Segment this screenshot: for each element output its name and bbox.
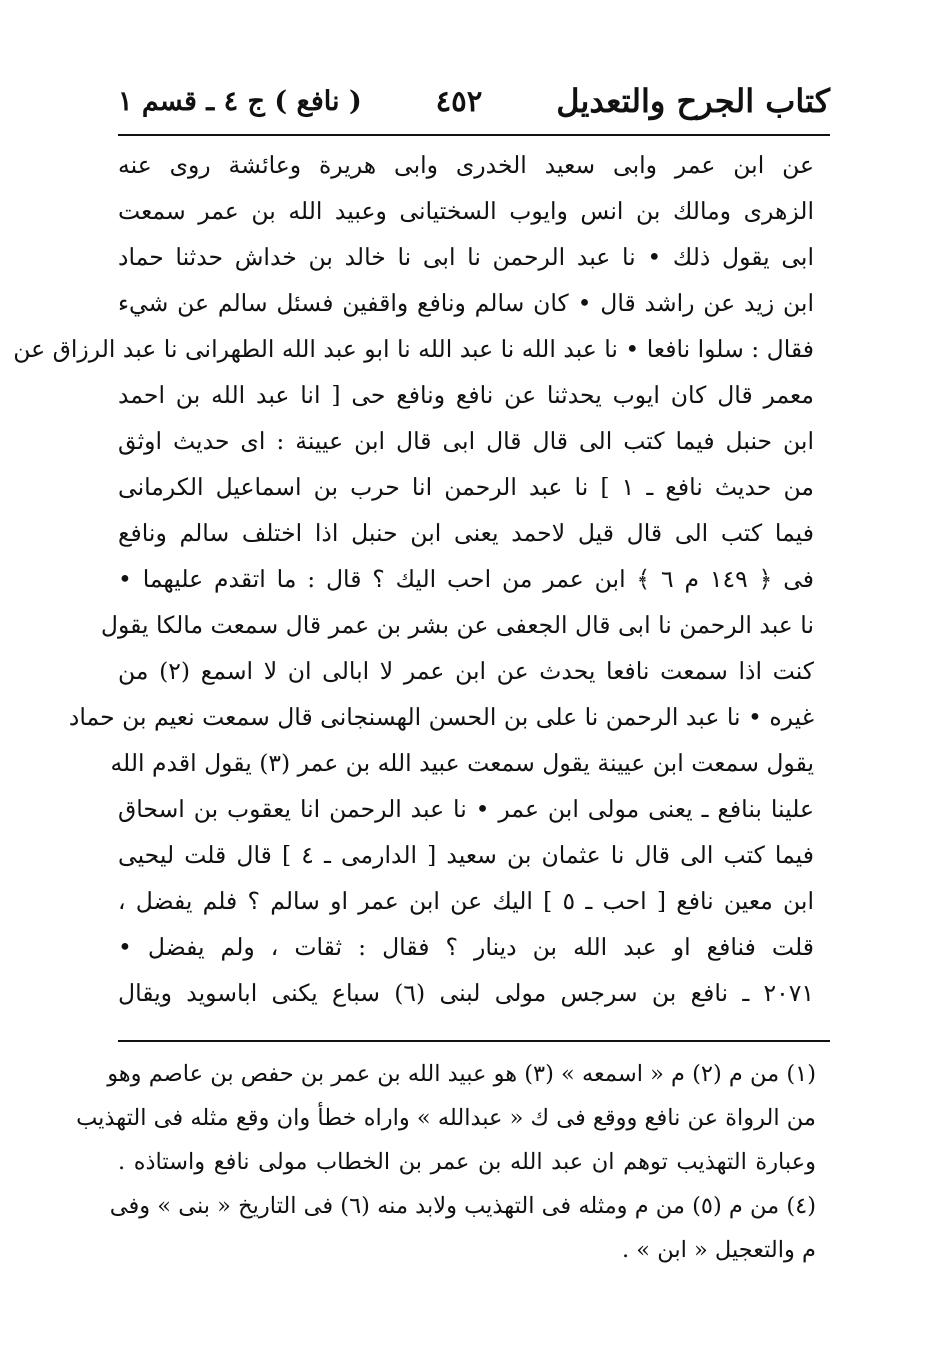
text-line: عن ابن عمر وابى سعيد الخدرى وابى هريرة وعائشة روى عنه [118, 151, 814, 179]
text-line: يقول سمعت ابن عيينة يقول سمعت عبيد الله بن عمر (٣) يقول اقدم الله [110, 749, 814, 777]
text-line: قلت فنافع او عبد الله بن دينار ؟ فقال : ثقات ، ولم يفضل • [118, 933, 814, 961]
footnote-line: وعبارة التهذيب توهم ان عبد الله بن عمر بن الخطاب مولى نافع واستاذه . [118, 1149, 816, 1175]
running-header [118, 76, 830, 126]
text-line: فيما كتب الى قال نا عثمان بن سعيد [ الدارمى ـ ٤ ] قال قلت ليحيى [118, 841, 814, 869]
footnote-divider [118, 1040, 830, 1042]
header-divider [118, 134, 830, 136]
text-line: كنت اذا سمعت نافعا يحدث عن ابن عمر لا ابالى ان لا اسمع (٢) من [118, 657, 814, 685]
text-line: ابن زيد عن راشد قال • كان سالم ونافع واقفين فسئل سالم عن شيء [118, 289, 814, 317]
section-label: ( نافع ) ج ٤ ـ قسم ١ [118, 85, 362, 117]
text-line: غيره • نا عبد الرحمن نا على بن الحسن الهسنجانى قال سمعت نعيم بن حماد [68, 703, 814, 731]
text-line: ابن حنبل فيما كتب الى قال قال ابى قال ابن عيينة : اى حديث اوثق [118, 427, 814, 455]
footnote-line: (٤) من م (٥) من م ومثله فى التهذيب ولابد منه (٦) فى التاريخ « بنى » وفى [109, 1193, 816, 1219]
text-line: ابى يقول ذلك • نا عبد الرحمن نا ابى نا خالد بن خداش حدثنا حماد [118, 243, 814, 271]
text-line: الزهرى ومالك بن انس وايوب السختيانى وعبيد الله بن عمر سمعت [118, 197, 814, 225]
text-line: معمر قال كان ايوب يحدثنا عن نافع ونافع حى [ انا عبد الله بن احمد [118, 381, 814, 409]
text-line: فيما كتب الى قال قيل لاحمد يعنى ابن حنبل اذا اختلف سالم ونافع [118, 519, 814, 547]
text-line: ٢٠٧١ ـ نافع بن سرجس مولى لبنى (٦) سباع يكنى اباسويد ويقال [118, 979, 815, 1007]
text-line: من حديث نافع ـ ١ ] نا عبد الرحمن انا حرب بن اسماعيل الكرمانى [118, 473, 814, 501]
footnote-line: من الرواة عن نافع ووقع فى ك « عبدالله » واراه خطأ وان وقع مثله فى التهذيب [76, 1105, 816, 1131]
text-line: فقال : سلوا نافعا • نا عبد الله نا عبد الله نا ابو عبد الله الطهرانى نا عبد الرزاق عن [13, 335, 814, 363]
main-text [13, 142, 815, 1016]
text-line: ابن معين نافع [ احب ـ ٥ ] اليك عن ابن عمر او سالم ؟ فلم يفضل ، [118, 887, 814, 915]
page-number: ٤٥٢ [435, 84, 483, 118]
footnotes [76, 1052, 816, 1272]
footnote-line: (١) من م (٢) م « اسمعه » (٣) هو عبيد الله بن عمر بن حفص بن عاصم وهو [107, 1061, 816, 1087]
footnote-line: م والتعجيل « ابن » . [622, 1237, 816, 1263]
text-line: فى ﴿ ١٤٩ م ٦ ﴾ ابن عمر من احب اليك ؟ قال : ما اتقدم عليهما • [118, 565, 815, 593]
text-line: نا عبد الرحمن نا ابى قال الجعفى عن بشر بن عمر قال سمعت مالكا يقول [100, 611, 814, 639]
text-line: علينا بنافع ـ يعنى مولى ابن عمر • نا عبد الرحمن انا يعقوب بن اسحاق [118, 795, 814, 823]
book-title: كتاب الجرح والتعديل [556, 82, 830, 120]
